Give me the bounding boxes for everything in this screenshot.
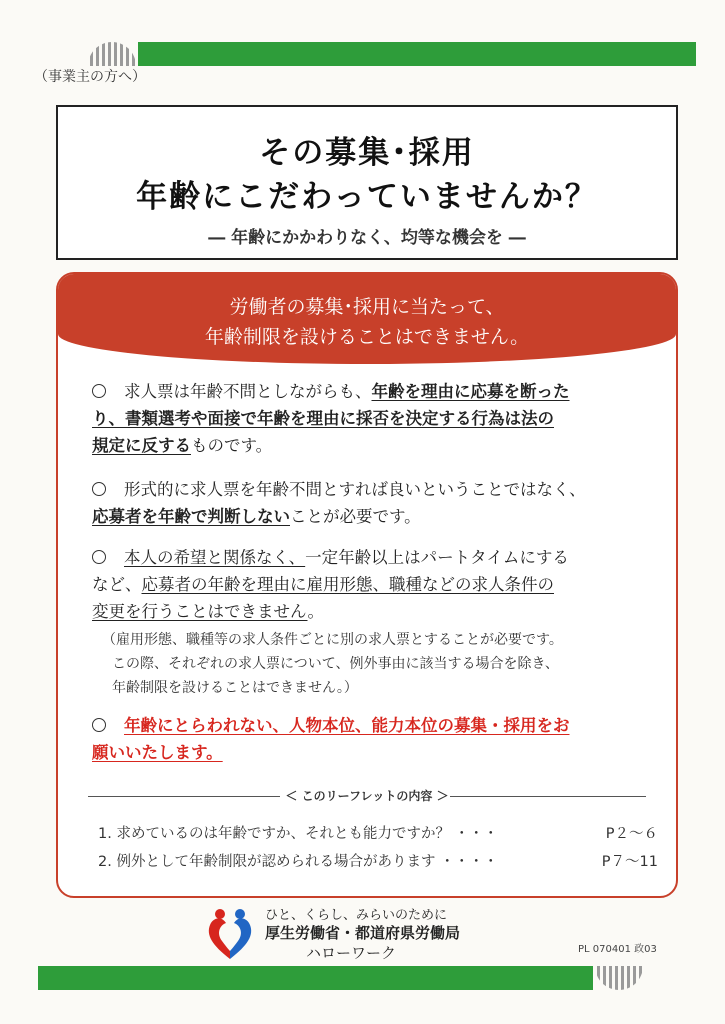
main-panel xyxy=(56,272,678,898)
toc-title: ＜ このリーフレットの内容 ＞ xyxy=(285,789,449,803)
footer-organization: 厚生労働省・都道府県労働局 xyxy=(265,924,461,942)
circle-bullet-icon xyxy=(92,384,106,398)
footer-slogan: ひと、くらし、みらいのために xyxy=(265,908,448,923)
list-item-4: 年齢にとらわれない、人物本位、能力本位の募集・採用をお 願いいたします。 xyxy=(92,716,570,762)
circle-bullet-icon xyxy=(92,550,106,564)
list-item-3: 本人の希望と関係なく、一定年齢以上はパートタイムにする など、応募者の年齢を理由に雇用形態、職種などの求人条件の 変更を行うことはできません。 xyxy=(92,548,569,621)
title-box xyxy=(56,105,678,260)
bottom-green-bar xyxy=(38,966,593,990)
mhlw-logo-icon xyxy=(204,905,256,961)
audience-label: （事業主の方へ） xyxy=(34,69,146,85)
top-stripe-circle-decoration xyxy=(86,30,138,66)
bottom-stripe-circle-decoration xyxy=(593,966,645,996)
list-item-1: 求人票は年齢不問としながらも、年齢を理由に応募を断った り、書類選考や面接で年齢を理由に採否を決定する行為は法の 規定に反するものです。 xyxy=(92,382,570,455)
list-item-2: 形式的に求人票を年齢不問とすれば良いということではなく、 応募者を年齢で判断しないことが必要です。 xyxy=(92,480,586,526)
page-title-line-1: その募集･採用 xyxy=(259,135,475,171)
circle-bullet-icon xyxy=(92,718,106,732)
panel-header xyxy=(58,274,676,364)
document-code: PL 070401 政03 xyxy=(578,944,657,955)
top-green-bar xyxy=(138,42,696,66)
note-block: （雇用形態、職種等の求人条件ごとに別の求人票とすることが必要です。 この際、それぞれの求人票について、例外事由に該当する場合を除き、 年齢制限を設けることはできません。） xyxy=(102,632,563,696)
toc-row-1: 1. 求めているのは年齢ですか、それとも能力ですか？ ・・・ P２～６ xyxy=(98,826,658,842)
circle-bullet-icon xyxy=(92,482,106,496)
toc-row-2: 2. 例外として年齢制限が認められる場合があります ・・・・ P７～11 xyxy=(98,854,658,870)
page-subtitle: ― 年齢にかかわりなく、均等な機会を ― xyxy=(208,228,526,248)
panel-header-line-1: 労働者の募集･採用に当たって、 xyxy=(229,296,505,318)
panel-header-line-2: 年齢制限を設けることはできません。 xyxy=(204,326,530,348)
page-title-line-2: 年齢にこだわっていませんか？ xyxy=(136,179,598,215)
footer-hellowork: ハローワーク xyxy=(306,944,397,962)
